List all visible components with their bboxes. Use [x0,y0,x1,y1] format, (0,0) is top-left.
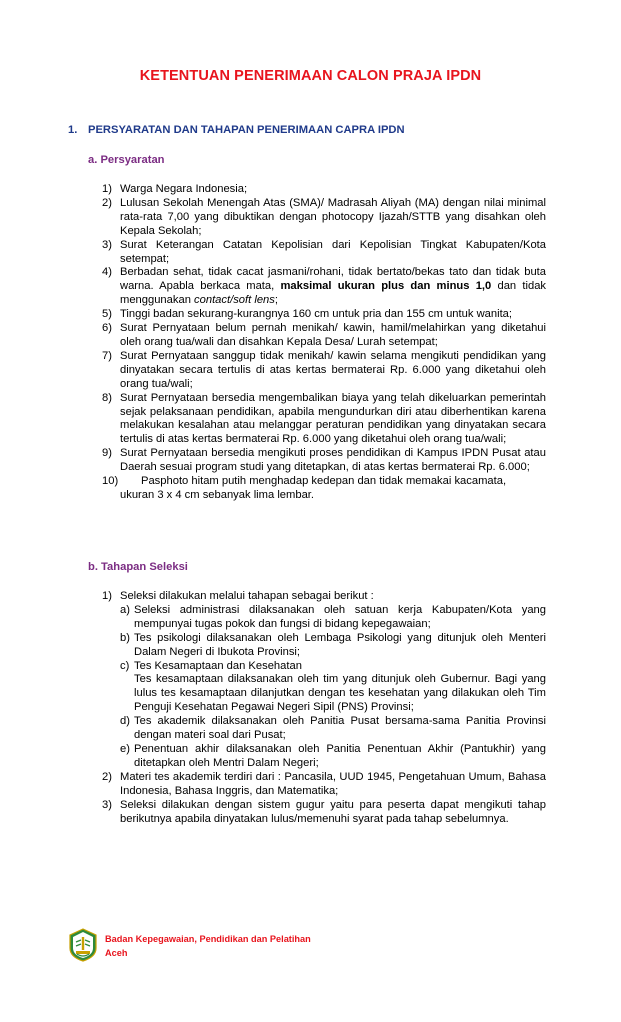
list-item: 1) Seleksi dilakukan melalui tahapan sebagai berikut : a) Seleksi administrasi dilaksanakan oleh satuan kerja Kabupaten/Kota yang mempunyai tugas pokok dan fungsi di bidang kepegawaian; b) Tes psikologi dilaksanakan oleh Lembaga Psikologi yang ditunjuk oleh Menteri Dalam Negeri di Ibukota Provinsi; c) Tes Kesamaptaan dan Kesehatan Tes kesamaptaan dilaksanakan oleh tim yang ditunjuk oleh Gubernur. Bagi yang lulus tes kesamaptaan dilanjutkan dengan tes kesehatan yang dilakukan oleh Tim Penguji Kesehatan Pegawai Negeri Sipil (PNS) Provinsi; d) Tes akademik dilaksanakan oleh Panitia Pusat bersama-sama Panitia Provinsi dengan materi soal dari Pusat; e) Penentuan akhir dilaksanakan oleh Panitia Penentuan Akhir (Pantukhir) yang ditetapkan oleh Mentri Dalam Negeri; [102,590,546,769]
tahapan-sublist [120,604,546,771]
persyaratan-heading: a. Persyaratan [88,154,165,166]
footer-line-2: Aceh [105,948,128,958]
sub-list-item: a) Seleksi administrasi dilaksanakan oleh satuan kerja Kabupaten/Kota yang mempunyai tugas pokok dan fungsi di bidang kepegawaian; [120,603,546,630]
list-item: 6) Surat Pernyataan belum pernah menikah/ kawin, hamil/melahirkan yang diketahui oleh orang tua/wali dan disahkan Kepala Desa/ Lurah setempat; [102,322,546,348]
list-item: 9) Surat Pernyataan bersedia mengikuti proses pendidikan di Kampus IPDN Pusat atau Daerah sesuai program studi yang ditetapkan, di atas kertas bermaterai Rp. 6.000; [102,447,546,474]
list-item: 10) Pasphoto hitam putih menghadap kedepan dan tidak memakai kacamata, ukuran 3 x 4 cm sebanyak lima lembar. [102,475,507,501]
list-item: 5) Tinggi badan sekurang-kurangnya 160 cm untuk pria dan 155 cm untuk wanita; [102,308,513,321]
page-title: KETENTUAN PENERIMAAN CALON PRAJA IPDN [139,68,482,84]
tahapan-list [102,590,546,826]
list-item: 2) Lulusan Sekolah Menengah Atas (SMA)/ Madrasah Aliyah (MA) dengan nilai minimal rata-rata 7,00 yang dibuktikan dengan photocopy Ijazah/STTB yang disahkan oleh Kepala Sekolah; [102,196,546,237]
list-item: 1) Warga Negara Indonesia; [102,183,248,195]
list-item: 3) Surat Keterangan Catatan Kepolisian dari Kepolisian Tingkat Kabupaten/Kota setempat; [102,238,546,265]
list-item: 3) Seleksi dilakukan dengan sistem gugur yaitu para peserta dapat mengikuti tahap berikutnya apabila dinyatakan lulus/memenuhi syarat pada tahap sebelumnya. [102,798,546,825]
section-number: 1. [68,124,78,136]
section-1-heading [68,124,405,136]
tahapan-heading: b. Tahapan Seleksi [88,561,188,573]
sub-list-item: c) Tes Kesamaptaan dan Kesehatan Tes kesamaptaan dilaksanakan oleh tim yang ditunjuk oleh Gubernur. Bagi yang lulus tes kesamaptaan dilanjutkan dengan tes kesehatan yang dilakukan oleh Tim Penguji Kesehatan Pegawai Negeri Sipil (PNS) Provinsi; [120,659,546,714]
list-item: 7) Surat Pernyataan sanggup tidak menikah/ kawin selama mengikuti pendidikan yang dinyatakan secara tertulis di atas kertas bermaterai Rp. 6.000 yang diketahui oleh orang tua/wali; [102,349,546,390]
list-item: 2) Materi tes akademik terdiri dari : Pancasila, UUD 1945, Pengetahuan Umum, Bahasa Indonesia, Bahasa Inggris, dan Matematika; [102,770,546,797]
sub-list-item: e) Penentuan akhir dilaksanakan oleh Panitia Penentuan Akhir (Pantukhir) yang ditetapkan oleh Mentri Dalam Negeri; [120,742,546,769]
list-item: 4) Berbadan sehat, tidak cacat jasmani/rohani, tidak bertato/bekas tato dan tidak buta warna. Apabla berkaca mata, maksimal ukuran plus dan minus 1,0 dan tidak menggunakan contact/soft lens; [102,266,547,307]
footer-line-1: Badan Kepegawaian, Pendidikan dan Pelatihan [105,934,311,944]
sub-list-item: d) Tes akademik dilaksanakan oleh Panitia Pusat bersama-sama Panitia Provinsi dengan materi soal dari Pusat; [120,715,546,742]
list-item: 8) Surat Pernyataan bersedia mengembalikan biaya yang telah dikeluarkan pemerintah sejak pelaksanaan pendidikan, apabila mengundurkan diri atau diberhentikan karena melakukan kesalahan atau melanggar peraturan pendidikan yang dinyatakan secara tertulis di atas kertas bermaterai Rp. 6.000 yang diketahui oleh orang tua/wali; [102,391,546,446]
footer-text [105,932,365,960]
sub-list-item: b) Tes psikologi dilaksanakan oleh Lembaga Psikologi yang ditunjuk oleh Menteri Dalam Negeri di Ibukota Provinsi; [120,631,546,658]
section-title: PERSYARATAN DAN TAHAPAN PENERIMAAN CAPRA IPDN [88,124,405,136]
aceh-emblem-icon [68,928,98,962]
persyaratan-list [102,183,546,503]
